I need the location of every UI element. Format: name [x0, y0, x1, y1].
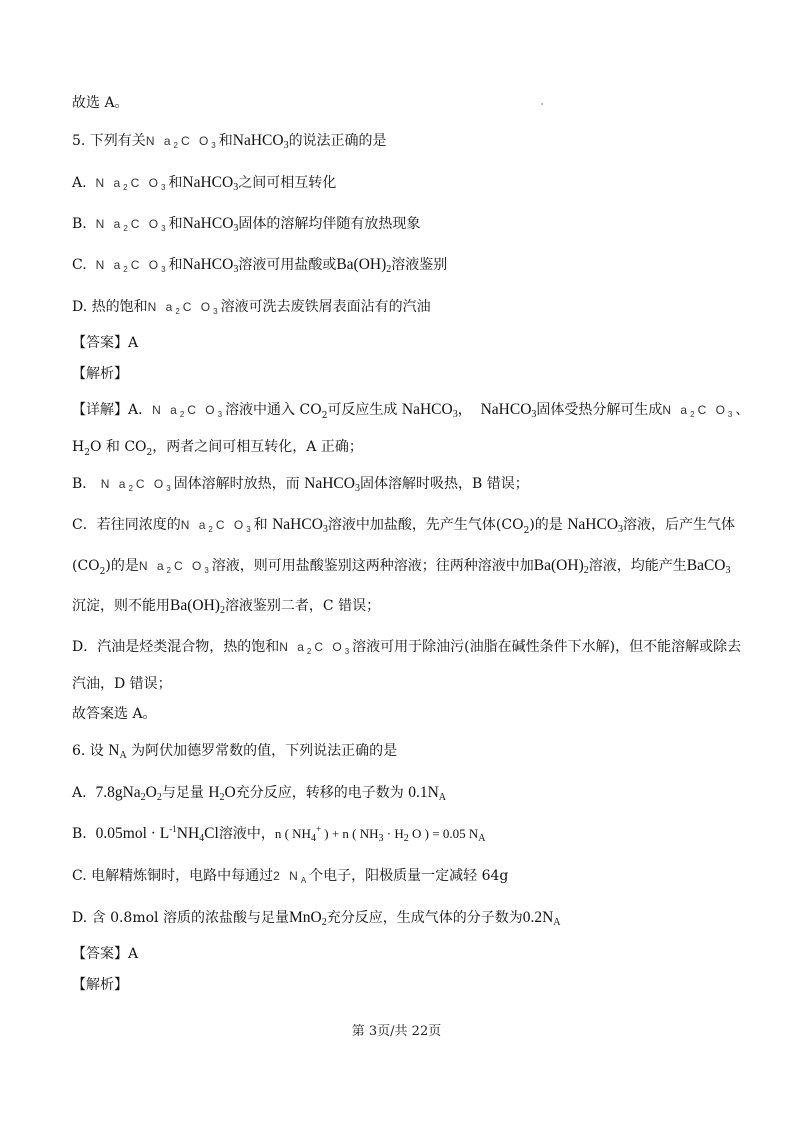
question-6-option-b: B. $0.05mol \cdot L^{-1}NH_4Cl$溶液中，n ( $NH_4^+$ ) + n ( $NH_3 \cdot H_2$ O ) = 0.05 $N_A$ — [72, 824, 486, 844]
formula-na2co3: N $a_2C$ $O_3$ — [180, 518, 254, 534]
formula-na2co3: N $a_2C$ $O_3$ — [95, 217, 169, 233]
detail-line-2: $H_2O$ 和 $CO_2$，两者之间可相互转化，A 正确； — [72, 439, 363, 458]
question-5-option-b: B. N $a_2C$ $O_3$和NaHCO$_3$固体的溶解均伴随有放热现象 — [72, 215, 421, 234]
value-0-2na: $0.2N_A$ — [522, 909, 561, 928]
formula-na2o2: $7.8gNa_2O_2$ — [95, 784, 162, 803]
detail-line-1: 【详解】A．N $a_2C$ $O_3$溶液中通入 $CO_2$可反应生成 NaHCO$_3$， NaHCO$_3$固体受热分解可生成N $a_2C$ $O_3$、 — [72, 401, 750, 421]
detail-line-5: $(CO_2)$的是N $a_2C$ $O_3$溶液，则可用盐酸鉴别这两种溶液；往两种溶液中加$Ba(OH)_2$溶液，均能产生BaCO$_3$ — [72, 557, 731, 577]
concentration-nh4cl: $0.05mol \cdot L^{-1}NH_4Cl$ — [95, 824, 219, 844]
formula-na2co3: N $a_2C$ $O_3$ — [138, 559, 212, 575]
formula-mno2: MnO$_2$ — [288, 909, 327, 928]
formula-nahco3: NaHCO$_3$ — [304, 475, 360, 494]
formula-baoh2: $Ba(OH)_2$ — [533, 557, 589, 576]
formula-nahco3: NaHCO$_3$ — [232, 132, 289, 151]
formula-na2co3: N $a_2C$ $O_3$ — [152, 403, 226, 419]
formula-na2co3: N $a_2C$ $O_3$ — [95, 258, 169, 274]
formula-h2o: $H_2O$ — [208, 784, 236, 803]
answer-label: 【答案】A — [72, 335, 139, 351]
detail-line-3: B． N $a_2C$ $O_3$固体溶解时放热，而 NaHCO$_3$固体溶解时吸热，B 错误； — [72, 475, 529, 494]
formula-nahco3: NaHCO$_3$ — [401, 401, 458, 420]
question-6-stem: 6. 设 $N_A$ 为阿伏加德罗常数的值，下列说法正确的是 — [72, 742, 398, 761]
value-2na: 2 $N_A$ — [273, 869, 310, 885]
question-5-option-c: C. N $a_2C$ $O_3$和NaHCO$_3$溶液可用盐酸或$Ba(OH)_2$溶液鉴别 — [72, 256, 448, 275]
formula-nahco3: NaHCO$_3$ — [182, 174, 239, 193]
question-6-option-d: D. 含 0.8mol 溶质的浓盐酸与足量MnO$_2$充分反应，生成气体的分子数为$0.2N_A$ — [72, 909, 561, 928]
detail-line-6: 沉淀，则不能用$Ba(OH)_2$溶液鉴别二者，C 错误； — [72, 597, 381, 616]
scan-speck — [541, 103, 543, 105]
question-5-stem: 5. 下列有关N $a_2C$ $O_3$和NaHCO$_3$的说法正确的是 — [72, 132, 387, 151]
equation-conservation: n ( $NH_4^+$ ) + n ( $NH_3 \cdot H_2$ O ) = 0.05 $N_A$ — [274, 824, 486, 844]
analysis-label: 【解析】 — [72, 366, 128, 382]
analysis-label: 【解析】 — [72, 977, 128, 993]
text-line: 故选 A。 — [72, 95, 129, 111]
formula-nahco3: NaHCO$_3$ — [272, 516, 328, 535]
formula-baoh2: $Ba(OH)_2$ — [336, 256, 392, 275]
formula-na2co3: N $a_2C$ $O_3$ — [145, 134, 219, 150]
question-6-option-a: A. $7.8gNa_2O_2$与足量 $H_2O$充分反应，转移的电子数为 $0.1N_A$ — [72, 784, 446, 803]
formula-na2co3: N $a_2C$ $O_3$ — [662, 403, 736, 419]
page-footer: 第 3页/共 22页 — [351, 1024, 442, 1039]
formula-na2co3: N $a_2C$ $O_3$ — [95, 176, 169, 192]
symbol-na: $N_A$ — [108, 742, 127, 761]
formula-nahco3: NaHCO$_3$ — [480, 401, 537, 420]
formula-na2co3: N $a_2C$ $O_3$ — [100, 477, 174, 493]
formula-baoh2: $Ba(OH)_2$ — [170, 597, 225, 616]
formula-nahco3: NaHCO$_3$ — [182, 215, 239, 234]
detail-line-7: D．汽油是烃类混合物，热的饱和N $a_2C$ $O_3$溶液可用于除油污(油脂在碱性条件下水解)，但不能溶解或除去 — [72, 639, 742, 656]
question-5-option-d: D. 热的饱和N $a_2C$ $O_3$溶液可洗去废铁屑表面沾有的汽油 — [72, 299, 431, 316]
formula-baco3: BaCO$_3$ — [686, 557, 731, 576]
question-6-option-c: C. 电解精炼铜时，电路中每通过2 $N_A$个电子，阳极质量一定减轻 64g — [72, 868, 509, 885]
detail-line-4: C．若往同浓度的N $a_2C$ $O_3$和 NaHCO$_3$溶液中加盐酸，先产生气体$(CO_2)$的是 NaHCO$_3$溶液，后产生气体 — [72, 516, 736, 536]
formula-nahco3: NaHCO$_3$ — [182, 256, 239, 275]
formula-nahco3: NaHCO$_3$ — [567, 516, 624, 535]
detail-line-8: 汽油，D 错误； — [72, 676, 172, 692]
formula-na2co3: N $a_2C$ $O_3$ — [147, 300, 221, 316]
detail-line-9: 故答案选 A。 — [72, 706, 157, 722]
answer-label: 【答案】A — [72, 946, 139, 962]
formula-na2co3: N $a_2C$ $O_3$ — [279, 640, 353, 656]
question-5-option-a: A. N $a_2C$ $O_3$和NaHCO$_3$之间可相互转化 — [72, 174, 337, 193]
value-0-1na: $0.1N_A$ — [408, 784, 446, 803]
